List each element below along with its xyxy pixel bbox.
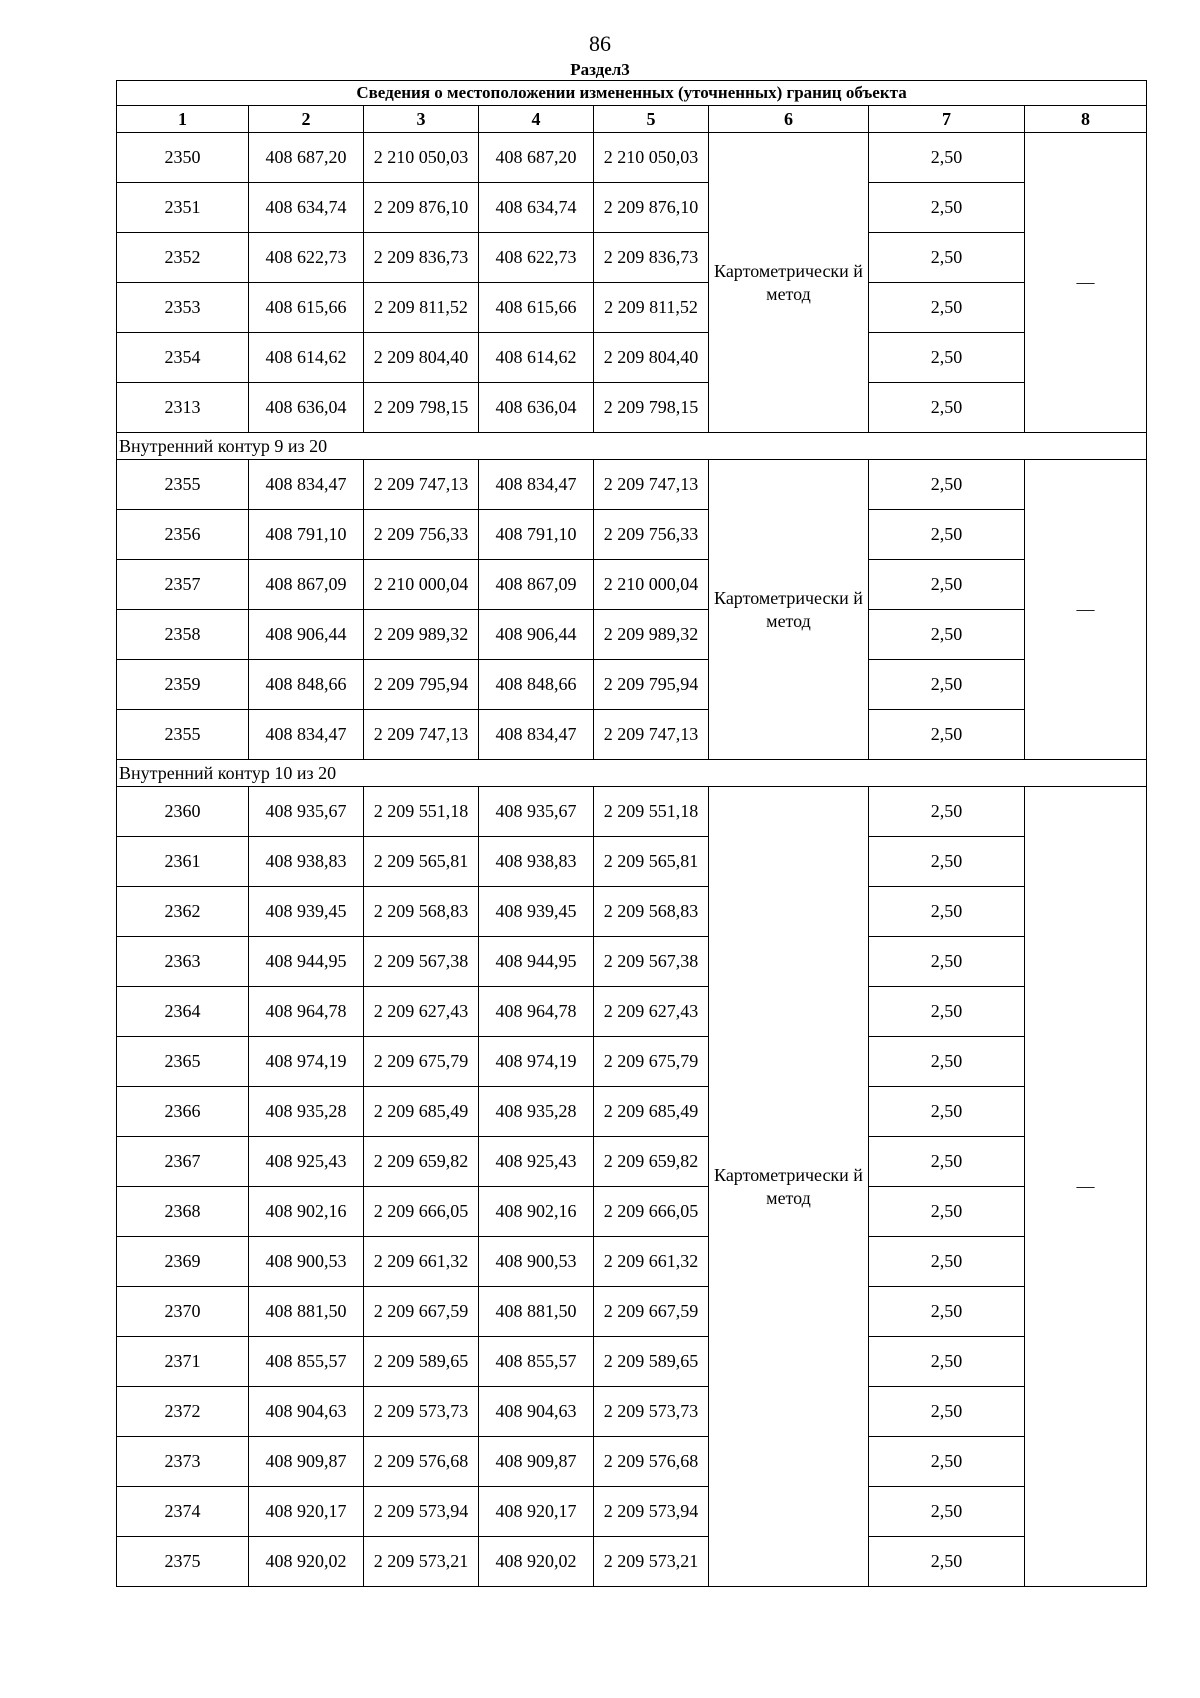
point-number-cell: 2352 (117, 233, 249, 283)
accuracy-cell: 2,50 (869, 283, 1025, 333)
contour-label-row (117, 760, 1147, 787)
x-new-cell: 408 935,28 (479, 1087, 594, 1137)
column-number: 7 (869, 106, 1025, 133)
x-old-cell: 408 855,57 (249, 1337, 364, 1387)
accuracy-cell: 2,50 (869, 183, 1025, 233)
accuracy-cell: 2,50 (869, 1487, 1025, 1537)
table-row (117, 1337, 1147, 1387)
y-new-cell: 2 209 573,21 (594, 1537, 709, 1587)
table-row (117, 183, 1147, 233)
y-old-cell: 2 209 576,68 (364, 1437, 479, 1487)
x-old-cell: 408 615,66 (249, 283, 364, 333)
x-new-cell: 408 938,83 (479, 837, 594, 887)
y-new-cell: 2 209 756,33 (594, 510, 709, 560)
y-old-cell: 2 209 811,52 (364, 283, 479, 333)
table-row (117, 837, 1147, 887)
x-new-cell: 408 636,04 (479, 383, 594, 433)
accuracy-cell: 2,50 (869, 333, 1025, 383)
y-new-cell: 2 209 667,59 (594, 1287, 709, 1337)
table-row (117, 383, 1147, 433)
section-title: Раздел3 (570, 60, 630, 79)
accuracy-cell: 2,50 (869, 937, 1025, 987)
point-number-cell: 2367 (117, 1137, 249, 1187)
x-old-cell: 408 834,47 (249, 460, 364, 510)
x-new-cell: 408 920,02 (479, 1537, 594, 1587)
point-number-cell: 2350 (117, 133, 249, 183)
x-old-cell: 408 791,10 (249, 510, 364, 560)
y-old-cell: 2 209 565,81 (364, 837, 479, 887)
x-old-cell: 408 614,62 (249, 333, 364, 383)
x-old-cell: 408 834,47 (249, 710, 364, 760)
table-row (117, 1287, 1147, 1337)
table-title-row (117, 81, 1147, 106)
table-row (117, 937, 1147, 987)
x-old-cell: 408 906,44 (249, 610, 364, 660)
point-number-cell: 2362 (117, 887, 249, 937)
accuracy-cell: 2,50 (869, 233, 1025, 283)
accuracy-cell: 2,50 (869, 1437, 1025, 1487)
x-new-cell: 408 867,09 (479, 560, 594, 610)
accuracy-cell: 2,50 (869, 1387, 1025, 1437)
accuracy-cell: 2,50 (869, 1287, 1025, 1337)
table-row (117, 887, 1147, 937)
point-number-cell: 2361 (117, 837, 249, 887)
column-8-cell: — (1025, 460, 1147, 760)
table-row (117, 660, 1147, 710)
y-old-cell: 2 209 661,32 (364, 1237, 479, 1287)
point-number-cell: 2368 (117, 1187, 249, 1237)
point-number-cell: 2355 (117, 710, 249, 760)
accuracy-cell: 2,50 (869, 1187, 1025, 1237)
x-new-cell: 408 634,74 (479, 183, 594, 233)
point-number-cell: 2357 (117, 560, 249, 610)
y-old-cell: 2 209 567,38 (364, 937, 479, 987)
x-new-cell: 408 791,10 (479, 510, 594, 560)
y-new-cell: 2 209 659,82 (594, 1137, 709, 1187)
x-new-cell: 408 834,47 (479, 710, 594, 760)
y-old-cell: 2 209 659,82 (364, 1137, 479, 1187)
point-number-cell: 2369 (117, 1237, 249, 1287)
point-number-cell: 2371 (117, 1337, 249, 1387)
point-number-cell: 2363 (117, 937, 249, 987)
point-number-cell: 2375 (117, 1537, 249, 1587)
coordinates-table (116, 80, 1147, 1587)
x-old-cell: 408 939,45 (249, 887, 364, 937)
y-old-cell: 2 209 551,18 (364, 787, 479, 837)
y-new-cell: 2 209 576,68 (594, 1437, 709, 1487)
y-old-cell: 2 209 798,15 (364, 383, 479, 433)
y-new-cell: 2 209 567,38 (594, 937, 709, 987)
x-new-cell: 408 904,63 (479, 1387, 594, 1437)
column-number: 2 (249, 106, 364, 133)
contour-label: Внутренний контур 9 из 20 (117, 433, 1147, 460)
table-row (117, 233, 1147, 283)
table-row (117, 1237, 1147, 1287)
y-old-cell: 2 209 989,32 (364, 610, 479, 660)
y-old-cell: 2 209 836,73 (364, 233, 479, 283)
table-row (117, 1387, 1147, 1437)
x-new-cell: 408 939,45 (479, 887, 594, 937)
table-row (117, 560, 1147, 610)
y-old-cell: 2 209 795,94 (364, 660, 479, 710)
y-new-cell: 2 209 989,32 (594, 610, 709, 660)
accuracy-cell: 2,50 (869, 837, 1025, 887)
y-new-cell: 2 209 589,65 (594, 1337, 709, 1387)
column-number: 5 (594, 106, 709, 133)
y-old-cell: 2 209 666,05 (364, 1187, 479, 1237)
table-row (117, 987, 1147, 1037)
x-new-cell: 408 615,66 (479, 283, 594, 333)
y-old-cell: 2 209 573,21 (364, 1537, 479, 1587)
x-old-cell: 408 622,73 (249, 233, 364, 283)
accuracy-cell: 2,50 (869, 887, 1025, 937)
y-old-cell: 2 210 000,04 (364, 560, 479, 610)
table-row (117, 283, 1147, 333)
x-old-cell: 408 920,17 (249, 1487, 364, 1537)
table-row (117, 610, 1147, 660)
table-body (117, 81, 1147, 1587)
x-old-cell: 408 920,02 (249, 1537, 364, 1587)
y-new-cell: 2 209 804,40 (594, 333, 709, 383)
y-old-cell: 2 209 804,40 (364, 333, 479, 383)
x-old-cell: 408 964,78 (249, 987, 364, 1037)
x-old-cell: 408 848,66 (249, 660, 364, 710)
y-old-cell: 2 209 747,13 (364, 710, 479, 760)
point-number-cell: 2353 (117, 283, 249, 333)
x-old-cell: 408 909,87 (249, 1437, 364, 1487)
x-old-cell: 408 974,19 (249, 1037, 364, 1087)
y-new-cell: 2 209 747,13 (594, 460, 709, 510)
x-old-cell: 408 935,67 (249, 787, 364, 837)
accuracy-cell: 2,50 (869, 560, 1025, 610)
accuracy-cell: 2,50 (869, 383, 1025, 433)
accuracy-cell: 2,50 (869, 1087, 1025, 1137)
x-old-cell: 408 925,43 (249, 1137, 364, 1187)
point-number-cell: 2373 (117, 1437, 249, 1487)
point-number-cell: 2359 (117, 660, 249, 710)
table-row (117, 1037, 1147, 1087)
table-row (117, 1087, 1147, 1137)
column-number: 6 (709, 106, 869, 133)
point-number-cell: 2360 (117, 787, 249, 837)
accuracy-cell: 2,50 (869, 1037, 1025, 1087)
x-old-cell: 408 867,09 (249, 560, 364, 610)
contour-label-row (117, 433, 1147, 460)
y-old-cell: 2 209 627,43 (364, 987, 479, 1037)
x-new-cell: 408 920,17 (479, 1487, 594, 1537)
x-old-cell: 408 687,20 (249, 133, 364, 183)
y-new-cell: 2 209 661,32 (594, 1237, 709, 1287)
accuracy-cell: 2,50 (869, 987, 1025, 1037)
y-new-cell: 2 209 573,94 (594, 1487, 709, 1537)
y-new-cell: 2 209 551,18 (594, 787, 709, 837)
table-row (117, 1137, 1147, 1187)
y-new-cell: 2 209 876,10 (594, 183, 709, 233)
y-new-cell: 2 209 565,81 (594, 837, 709, 887)
x-new-cell: 408 881,50 (479, 1287, 594, 1337)
table-row (117, 333, 1147, 383)
point-number-cell: 2313 (117, 383, 249, 433)
table-row (117, 460, 1147, 510)
y-old-cell: 2 209 573,73 (364, 1387, 479, 1437)
column-number: 4 (479, 106, 594, 133)
y-old-cell: 2 209 568,83 (364, 887, 479, 937)
accuracy-cell: 2,50 (869, 660, 1025, 710)
contour-label: Внутренний контур 10 из 20 (117, 760, 1147, 787)
x-new-cell: 408 834,47 (479, 460, 594, 510)
y-new-cell: 2 209 675,79 (594, 1037, 709, 1087)
column-number: 8 (1025, 106, 1147, 133)
y-new-cell: 2 209 798,15 (594, 383, 709, 433)
x-new-cell: 408 909,87 (479, 1437, 594, 1487)
table-row (117, 1487, 1147, 1537)
accuracy-cell: 2,50 (869, 510, 1025, 560)
point-number-cell: 2372 (117, 1387, 249, 1437)
x-old-cell: 408 944,95 (249, 937, 364, 987)
method-cell: Картометрически й метод (709, 787, 869, 1587)
point-number-cell: 2365 (117, 1037, 249, 1087)
accuracy-cell: 2,50 (869, 1337, 1025, 1387)
accuracy-cell: 2,50 (869, 610, 1025, 660)
column-number: 1 (117, 106, 249, 133)
x-old-cell: 408 938,83 (249, 837, 364, 887)
x-old-cell: 408 881,50 (249, 1287, 364, 1337)
x-old-cell: 408 904,63 (249, 1387, 364, 1437)
x-new-cell: 408 964,78 (479, 987, 594, 1037)
x-new-cell: 408 906,44 (479, 610, 594, 660)
point-number-cell: 2358 (117, 610, 249, 660)
y-old-cell: 2 209 675,79 (364, 1037, 479, 1087)
x-new-cell: 408 900,53 (479, 1237, 594, 1287)
table-row (117, 710, 1147, 760)
page-number: 86 (589, 31, 611, 56)
y-new-cell: 2 209 747,13 (594, 710, 709, 760)
point-number-cell: 2366 (117, 1087, 249, 1137)
accuracy-cell: 2,50 (869, 1537, 1025, 1587)
y-new-cell: 2 209 685,49 (594, 1087, 709, 1137)
table-row (117, 510, 1147, 560)
point-number-cell: 2364 (117, 987, 249, 1037)
x-new-cell: 408 622,73 (479, 233, 594, 283)
accuracy-cell: 2,50 (869, 460, 1025, 510)
y-new-cell: 2 209 811,52 (594, 283, 709, 333)
x-new-cell: 408 935,67 (479, 787, 594, 837)
x-old-cell: 408 902,16 (249, 1187, 364, 1237)
y-old-cell: 2 209 589,65 (364, 1337, 479, 1387)
table-row (117, 1537, 1147, 1587)
y-new-cell: 2 209 627,43 (594, 987, 709, 1037)
x-new-cell: 408 974,19 (479, 1037, 594, 1087)
y-new-cell: 2 209 666,05 (594, 1187, 709, 1237)
column-number-row (117, 106, 1147, 133)
point-number-cell: 2356 (117, 510, 249, 560)
accuracy-cell: 2,50 (869, 133, 1025, 183)
table-row (117, 1437, 1147, 1487)
y-new-cell: 2 209 795,94 (594, 660, 709, 710)
table-row (117, 787, 1147, 837)
y-new-cell: 2 210 000,04 (594, 560, 709, 610)
x-old-cell: 408 634,74 (249, 183, 364, 233)
x-new-cell: 408 925,43 (479, 1137, 594, 1187)
x-old-cell: 408 935,28 (249, 1087, 364, 1137)
x-new-cell: 408 687,20 (479, 133, 594, 183)
y-new-cell: 2 209 836,73 (594, 233, 709, 283)
y-new-cell: 2 210 050,03 (594, 133, 709, 183)
y-old-cell: 2 209 667,59 (364, 1287, 479, 1337)
table-row (117, 133, 1147, 183)
accuracy-cell: 2,50 (869, 1237, 1025, 1287)
x-new-cell: 408 902,16 (479, 1187, 594, 1237)
accuracy-cell: 2,50 (869, 787, 1025, 837)
y-new-cell: 2 209 573,73 (594, 1387, 709, 1437)
table-title: Сведения о местоположении измененных (уточненных) границ объекта (117, 81, 1147, 106)
point-number-cell: 2354 (117, 333, 249, 383)
y-old-cell: 2 209 685,49 (364, 1087, 479, 1137)
point-number-cell: 2370 (117, 1287, 249, 1337)
point-number-cell: 2351 (117, 183, 249, 233)
method-cell: Картометрически й метод (709, 133, 869, 433)
y-old-cell: 2 209 747,13 (364, 460, 479, 510)
point-number-cell: 2355 (117, 460, 249, 510)
y-old-cell: 2 209 876,10 (364, 183, 479, 233)
accuracy-cell: 2,50 (869, 710, 1025, 760)
x-new-cell: 408 944,95 (479, 937, 594, 987)
x-old-cell: 408 900,53 (249, 1237, 364, 1287)
method-cell: Картометрически й метод (709, 460, 869, 760)
table-row (117, 1187, 1147, 1237)
y-new-cell: 2 209 568,83 (594, 887, 709, 937)
x-new-cell: 408 855,57 (479, 1337, 594, 1387)
accuracy-cell: 2,50 (869, 1137, 1025, 1187)
y-old-cell: 2 210 050,03 (364, 133, 479, 183)
y-old-cell: 2 209 573,94 (364, 1487, 479, 1537)
x-new-cell: 408 614,62 (479, 333, 594, 383)
column-8-cell: — (1025, 787, 1147, 1587)
x-old-cell: 408 636,04 (249, 383, 364, 433)
point-number-cell: 2374 (117, 1487, 249, 1537)
x-new-cell: 408 848,66 (479, 660, 594, 710)
column-8-cell: — (1025, 133, 1147, 433)
y-old-cell: 2 209 756,33 (364, 510, 479, 560)
column-number: 3 (364, 106, 479, 133)
